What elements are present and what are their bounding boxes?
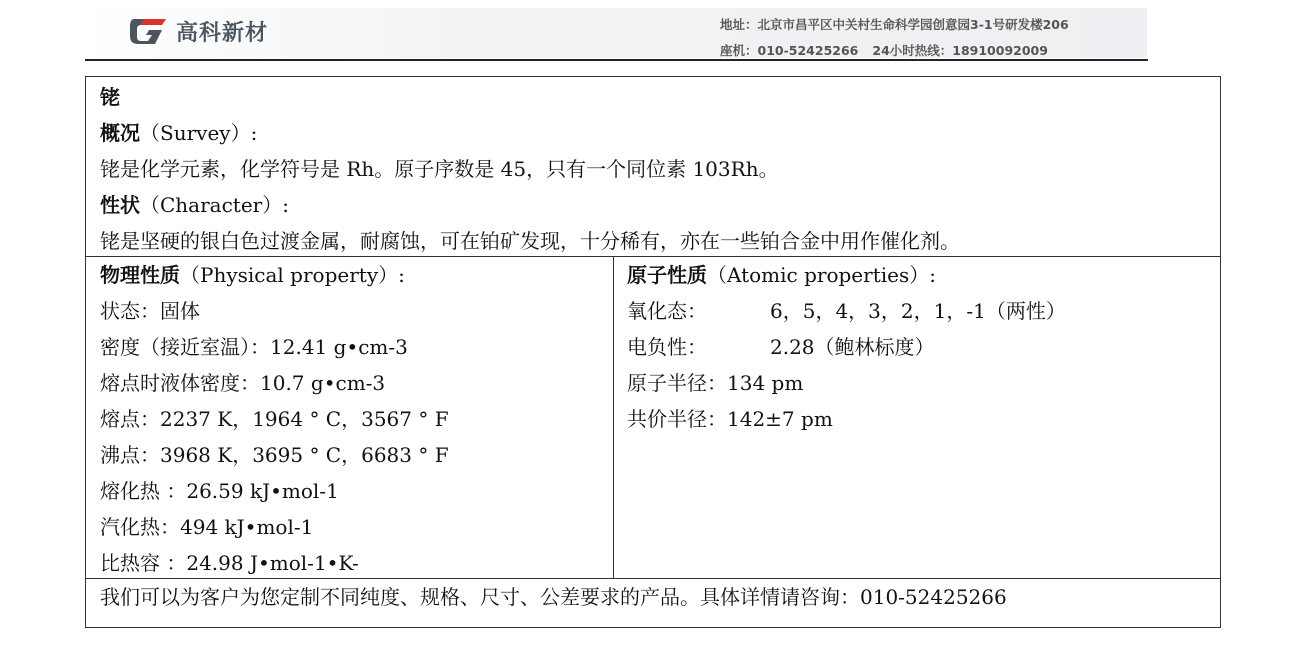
electroneg-label: 电负性： bbox=[627, 335, 707, 359]
oxidation-label: 氧化态： bbox=[627, 299, 707, 323]
physical-item: 状态：固体 bbox=[100, 299, 200, 323]
physical-title-en: （Physical property）: bbox=[180, 263, 405, 287]
physical-properties bbox=[86, 257, 613, 581]
physical-item: 熔点：2237 K，1964 ° C，3567 ° F bbox=[100, 407, 449, 431]
physical-title: 物理性质 bbox=[100, 263, 180, 287]
header-divider bbox=[85, 59, 1148, 61]
character-title: 性状 bbox=[100, 193, 140, 217]
oxidation-value: 6，5，4，3，2，1，-1（两性） bbox=[770, 299, 1066, 323]
atomic-title-en: （Atomic properties）: bbox=[707, 263, 936, 287]
physical-item: 沸点：3968 K，3695 ° C，6683 ° F bbox=[100, 443, 449, 467]
survey-title-en: （Survey）: bbox=[140, 121, 258, 145]
electronegativity bbox=[627, 329, 1220, 365]
atomic-radius: 原子半径：134 pm bbox=[627, 371, 804, 395]
physical-heading bbox=[100, 257, 613, 293]
company-logo bbox=[128, 14, 268, 48]
contact-info bbox=[720, 12, 1069, 64]
physical-item: 汽化热：494 kJ•mol-1 bbox=[100, 515, 314, 539]
physical-item: 熔点时液体密度：10.7 g•cm-3 bbox=[100, 371, 386, 395]
physical-item: 密度（接近室温）：12.41 g•cm-3 bbox=[100, 335, 408, 359]
footer-text: 我们可以为客户为您定制不同纯度、规格、尺寸、公差要求的产品。具体详情请咨询：010-52425266 bbox=[100, 585, 1007, 609]
character-text: 铑是坚硬的银白色过渡金属，耐腐蚀，可在铂矿发现，十分稀有，亦在一些铂合金中用作催化剂。 bbox=[100, 229, 960, 253]
survey-heading bbox=[100, 115, 1220, 151]
phone-text: 座机：010-52425266 bbox=[720, 43, 859, 58]
logo-mark-icon bbox=[128, 15, 168, 47]
company-name: 高科新材 bbox=[176, 20, 269, 46]
oxidation-states bbox=[627, 293, 1220, 329]
atomic-heading bbox=[627, 257, 1220, 293]
electroneg-value: 2.28（鲍林标度） bbox=[770, 335, 935, 359]
character-heading bbox=[100, 187, 1220, 223]
atomic-properties bbox=[614, 257, 1220, 437]
survey-text: 铑是化学元素，化学符号是 Rh。原子序数是 45，只有一个同位素 103Rh。 bbox=[100, 157, 779, 181]
covalent-radius: 共价半径：142±7 pm bbox=[627, 407, 833, 431]
character-title-en: （Character）: bbox=[140, 193, 289, 217]
overview-section bbox=[86, 77, 1220, 256]
footer-section bbox=[86, 579, 1220, 615]
atomic-title: 原子性质 bbox=[627, 263, 707, 287]
survey-title: 概况 bbox=[100, 121, 140, 145]
element-name: 铑 bbox=[100, 85, 120, 109]
hotline-text: 24小时热线：18910092009 bbox=[872, 43, 1048, 58]
physical-item: 比热容 ：24.98 J•mol-1•K- bbox=[100, 551, 359, 575]
physical-item: 熔化热 ：26.59 kJ•mol-1 bbox=[100, 479, 339, 503]
element-datasheet bbox=[85, 76, 1221, 628]
address-text: 地址：北京市昌平区中关村生命科学园创意园3-1号研发楼206 bbox=[720, 17, 1069, 32]
